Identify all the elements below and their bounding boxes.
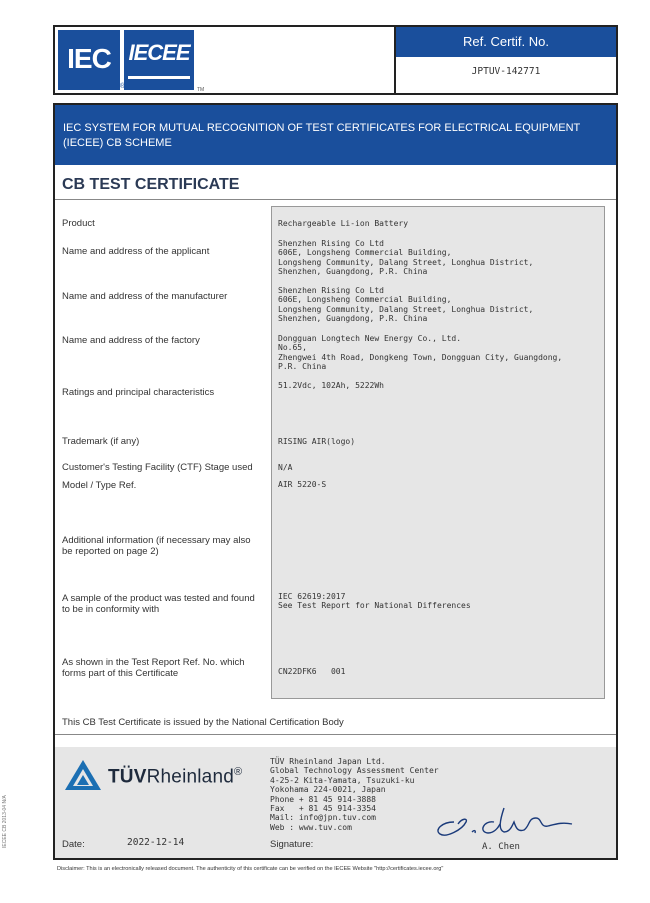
tuv-rheinland-logo (108, 766, 242, 788)
ref-certif-value: JPTUV-142771 (471, 66, 541, 77)
issued-divider (55, 734, 616, 735)
scheme-banner-text (63, 121, 608, 151)
banner-line-2: (IECEE) CB SCHEME (63, 137, 172, 149)
ref-certif-label: Ref. Certif. No. (396, 27, 616, 57)
test-report-value: CN22DFK6 001 (278, 667, 346, 676)
registered-mark: ® (120, 83, 126, 90)
product-value: Rechargeable Li-ion Battery (278, 219, 409, 228)
applicant-value: Shenzhen Rising Co Ltd 606E, Longsheng Commercial Building, Longsheng Community, Dalang Street, Longhua District, Shenzhen, Guangdong, P.R. China (278, 239, 534, 276)
model-value: AIR 5220-S (278, 480, 327, 489)
tuv-logo-bold: TÜV (108, 766, 147, 788)
ratings-label: Ratings and principal characteristics (62, 387, 215, 398)
manufacturer-label: Name and address of the manufacturer (62, 291, 228, 302)
signature-label: Signature: (270, 839, 314, 850)
factory-value: Dongguan Longtech New Energy Co., Ltd. No.65, Zhengwei 4th Road, Dongkeng Town, Dongguan City, Guangdong, P.R. China (278, 334, 563, 371)
field-values-panel (271, 206, 605, 699)
handwritten-signature-image (432, 800, 582, 840)
iecee-logo (124, 30, 194, 90)
additional-info-label: Additional information (if necessary may also be reported on page 2) (62, 535, 251, 557)
certificate-title: CB TEST CERTIFICATE (62, 176, 240, 193)
ncb-address: TÜV Rheinland Japan Ltd. Global Technology Assessment Center 4-25-2 Kita-Yamata, Tsuzuki-ku Yokohama 224-0021, Japan Phone + 81 45 914-3888 Fax + 81 45 914-3354 Mail: info@jpn.tuv.com Web : www.tuv.com (270, 757, 439, 832)
tuv-logo-rest: Rheinland (146, 766, 234, 788)
ctf-label: Customer's Testing Facility (CTF) Stage used (62, 462, 253, 473)
ratings-value: 51.2Vdc, 102Ah, 5222Wh (278, 381, 384, 390)
manufacturer-value: Shenzhen Rising Co Ltd 606E, Longsheng Commercial Building, Longsheng Community, Dalang Street, Longhua District, Shenzhen, Guangdong, P.R. China (278, 286, 534, 323)
disclaimer-text: Disclaimer: This is an electronically released document. The authenticity of this certificate can be verified on the IECEE Website "http://certificates.iecee.org" (57, 866, 444, 872)
trademark-value: RISING AIR(logo) (278, 437, 356, 446)
signer-name: A. Chen (482, 842, 520, 852)
iecee-logo-text: IECEE (128, 30, 190, 79)
tuv-triangle-icon (63, 758, 103, 792)
title-divider (55, 199, 616, 200)
side-form-code: IECEE CB 2013-04 N/A (2, 795, 8, 848)
factory-label: Name and address of the factory (62, 335, 200, 346)
conformity-label: A sample of the product was tested and found to be in conformity with (62, 593, 255, 615)
date-label: Date: (62, 839, 85, 850)
issued-by-text: This CB Test Certificate is issued by the National Certification Body (62, 717, 344, 728)
conformity-value: IEC 62619:2017 See Test Report for National Differences (278, 592, 471, 611)
applicant-label: Name and address of the applicant (62, 246, 210, 257)
trademark-label: Trademark (if any) (62, 436, 140, 447)
trademark-mark: TM (197, 87, 205, 93)
model-label: Model / Type Ref. (62, 480, 137, 491)
date-value: 2022-12-14 (127, 837, 185, 848)
product-label: Product (62, 218, 95, 229)
banner-line-1: IEC SYSTEM FOR MUTUAL RECOGNITION OF TEST CERTIFICATES FOR ELECTRICAL EQUIPMENT (63, 122, 581, 134)
iec-logo: IEC (58, 30, 120, 90)
test-report-label: As shown in the Test Report Ref. No. which forms part of this Certificate (62, 657, 245, 679)
tuv-logo-reg: ® (233, 766, 243, 778)
ctf-value: N/A (278, 463, 293, 472)
